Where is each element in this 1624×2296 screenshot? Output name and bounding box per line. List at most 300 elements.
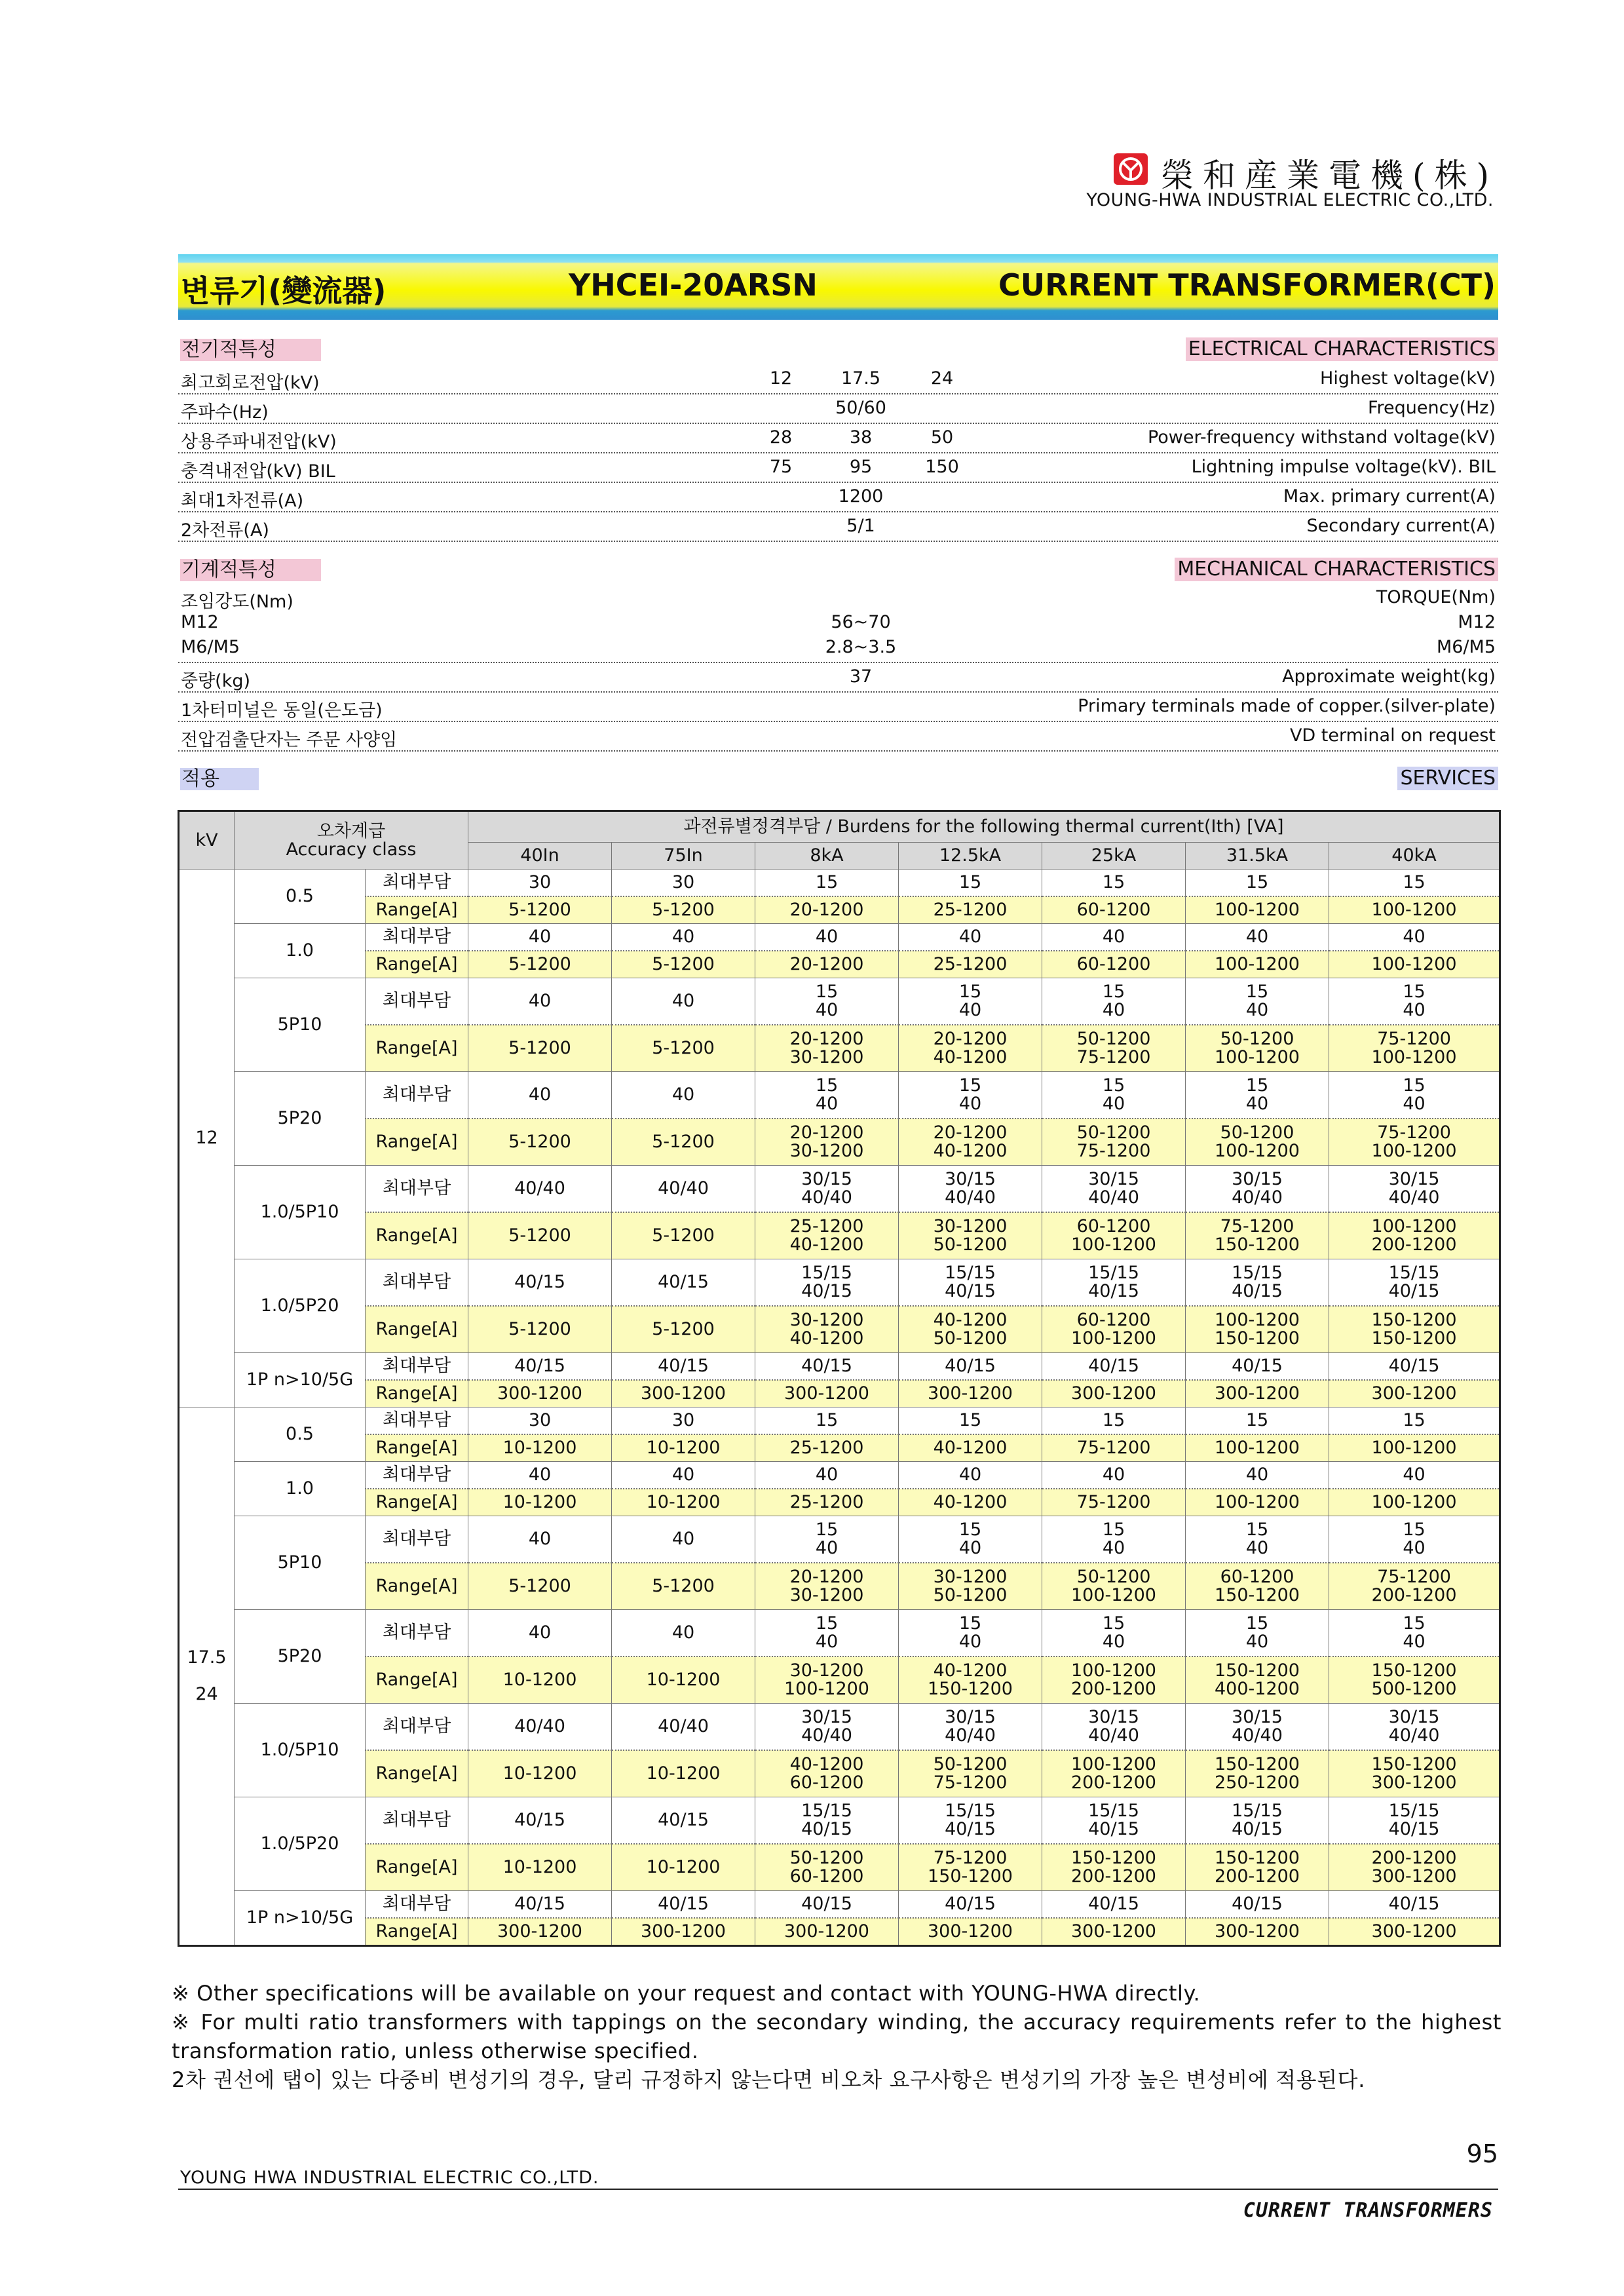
max-burden-value: 40/15 [612,1353,755,1381]
table-row [179,1750,1500,1797]
max-burden-value: 15 40 [1042,1610,1186,1657]
max-burden-label: 최대부담 [366,1072,468,1119]
max-burden-value: 15 [1329,870,1500,897]
range-value: 5-1200 [612,951,755,978]
max-burden-value: 15 40 [1042,978,1186,1025]
range-value: 75-1200 100-1200 [1329,1119,1500,1166]
electrical-heading-en: ELECTRICAL CHARACTERISTICS [1186,337,1498,361]
table-row [179,1704,1500,1751]
note-2: ※ For multi ratio transformers with tappings on the secondary winding, the accuracy requirements refer to the highest transformation ratio, unless otherwise specified. [172,2010,1501,2063]
range-value: 100-1200 [1329,951,1500,978]
max-burden-value: 30/15 40/40 [755,1166,899,1213]
max-burden-value: 40/15 [1042,1891,1186,1919]
range-value: 100-1200 200-1200 [1042,1750,1186,1797]
range-value: 75-1200 200-1200 [1329,1563,1500,1610]
range-value: 300-1200 [612,1918,755,1946]
m6-label: M6/M5 [181,637,240,657]
accuracy-class-cell: 5P20 [235,1072,366,1166]
spec-value: 95 [849,457,873,477]
max-burden-value: 40/40 [612,1166,755,1213]
max-burden-value: 30/15 40/40 [1042,1704,1186,1751]
table-row [179,1407,1500,1435]
table-row [179,1119,1500,1166]
accuracy-class-en: Accuracy class [286,839,417,860]
range-value: 40-1200 [899,1434,1042,1462]
torque-label-kr: 조임강도(Nm) [181,592,293,612]
table-row [179,1844,1500,1891]
table-row [179,1353,1500,1381]
table-row [179,1434,1500,1462]
range-value: 5-1200 [612,1212,755,1259]
range-value: 30-1200 50-1200 [899,1563,1042,1610]
range-label: Range[A] [366,1750,468,1797]
table-row [179,1891,1500,1919]
range-value: 10-1200 [468,1656,612,1704]
max-burden-value: 15 40 [1329,978,1500,1025]
spec-label-en: Secondary current(A) [1306,516,1496,536]
max-burden-value: 40 [1042,924,1186,951]
m12-label-en: M12 [1458,612,1496,632]
max-burden-label: 최대부담 [366,1704,468,1751]
max-burden-value: 40/15 [755,1353,899,1381]
services-heading-kr: 적용 [180,768,259,790]
max-burden-value: 40 [468,1610,612,1657]
accuracy-class-cell: 1P n>10/5G [235,1891,366,1946]
spec-label-kr: 충격내전압(kV) BIL [181,461,335,482]
accuracy-class-cell: 1.0/5P20 [235,1797,366,1891]
max-burden-value: 15 [1186,870,1329,897]
max-burden-value: 15 40 [1186,1610,1329,1657]
range-value: 50-1200 75-1200 [1042,1025,1186,1072]
range-value: 5-1200 [612,896,755,924]
max-burden-label: 최대부담 [366,1891,468,1919]
max-burden-value: 40/15 [1186,1353,1329,1381]
max-burden-value: 15/15 40/15 [1329,1797,1500,1845]
range-value: 25-1200 [755,1434,899,1462]
max-burden-value: 40 [612,924,755,951]
range-value: 60-1200 100-1200 [1042,1212,1186,1259]
accuracy-class-cell: 1.0/5P10 [235,1704,366,1797]
range-value: 5-1200 [468,1563,612,1610]
spec-row [178,423,1498,453]
range-value: 40-1200 50-1200 [899,1306,1042,1353]
range-value: 100-1200 200-1200 [1042,1656,1186,1704]
max-burden-value: 15 40 [1186,1072,1329,1119]
range-value: 30-1200 100-1200 [755,1656,899,1704]
spec-value: 17.5 [840,368,881,389]
range-value: 150-1200 250-1200 [1186,1750,1329,1797]
m12-value: 56~70 [831,612,891,632]
services-heading-en: SERVICES [1397,767,1498,790]
table-row [179,1656,1500,1704]
max-burden-value: 40 [755,924,899,951]
range-value: 5-1200 [468,1025,612,1072]
column-header: 75In [612,843,755,870]
max-burden-value: 30 [468,1407,612,1435]
max-burden-value: 30/15 40/40 [1186,1704,1329,1751]
range-value: 50-1200 100-1200 [1186,1025,1329,1072]
max-burden-value: 15/15 40/15 [1186,1797,1329,1845]
max-burden-value: 15 40 [1186,1516,1329,1563]
spec-label-en: Highest voltage(kV) [1320,368,1496,389]
max-burden-value: 30/15 40/40 [1329,1166,1500,1213]
column-header: 8kA [755,843,899,870]
max-burden-value: 40 [468,1516,612,1563]
max-burden-value: 15/15 40/15 [755,1259,899,1307]
range-value: 10-1200 [612,1844,755,1891]
footer-divider [178,2189,1498,2190]
weight-label-kr: 중량(kg) [181,671,251,691]
range-value: 10-1200 [612,1434,755,1462]
range-value: 50-1200 75-1200 [1042,1119,1186,1166]
range-label: Range[A] [366,1434,468,1462]
max-burden-label: 최대부담 [366,1610,468,1657]
terminal-label-en: Primary terminals made of copper.(silver-plate) [1078,696,1496,716]
burden-table [178,810,1501,1947]
max-burden-value: 15/15 40/15 [899,1259,1042,1307]
range-value: 100-1200 150-1200 [1186,1306,1329,1353]
range-value: 5-1200 [612,1119,755,1166]
max-burden-value: 30/15 40/40 [755,1704,899,1751]
max-burden-value: 40/15 [612,1259,755,1307]
range-value: 40-1200 150-1200 [899,1656,1042,1704]
spec-label-kr: 주파수(Hz) [181,402,269,423]
range-label: Range[A] [366,1656,468,1704]
accuracy-class-cell: 0.5 [235,1407,366,1462]
range-label: Range[A] [366,1844,468,1891]
kv-cell: 12 [179,870,235,1407]
terminal-label-kr: 1차터미널은 동일(은도금) [181,700,383,721]
range-value: 75-1200 [1042,1434,1186,1462]
range-value: 40-1200 60-1200 [755,1750,899,1797]
accuracy-class-cell: 1.0/5P10 [235,1166,366,1259]
mechanical-heading-en: MECHANICAL CHARACTERISTICS [1175,558,1498,581]
max-burden-value: 15 40 [1186,978,1329,1025]
table-row [179,951,1500,978]
table-row [179,1610,1500,1657]
range-value: 20-1200 40-1200 [899,1119,1042,1166]
accuracy-class-cell: 1P n>10/5G [235,1353,366,1407]
range-value: 75-1200 150-1200 [1186,1212,1329,1259]
title-en: CURRENT TRANSFORMER(CT) [998,267,1496,303]
range-value: 300-1200 [1186,1918,1329,1946]
weight-value: 37 [849,666,873,687]
range-value: 10-1200 [612,1656,755,1704]
vd-label-en: VD terminal on request [1289,725,1496,746]
range-value: 5-1200 [468,1306,612,1353]
table-row [179,1797,1500,1845]
range-value: 300-1200 [1042,1380,1186,1407]
spec-row [178,662,1498,693]
max-burden-label: 최대부담 [366,1407,468,1435]
range-value: 20-1200 30-1200 [755,1563,899,1610]
spec-label-en: Max. primary current(A) [1283,486,1496,507]
accuracy-class-cell: 1.0 [235,1462,366,1516]
m6-value: 2.8~3.5 [825,637,897,657]
max-burden-value: 15 [1042,1407,1186,1435]
spec-label-kr: 최고회로전압(kV) [181,373,320,393]
range-value: 100-1200 [1186,1489,1329,1516]
table-row [179,1259,1500,1307]
range-value: 10-1200 [468,1489,612,1516]
max-burden-value: 30/15 40/40 [1042,1166,1186,1213]
range-value: 150-1200 300-1200 [1329,1750,1500,1797]
range-value: 50-1200 100-1200 [1042,1563,1186,1610]
max-burden-value: 40 [612,978,755,1025]
range-value: 10-1200 [612,1750,755,1797]
range-value: 5-1200 [468,1119,612,1166]
spec-value: 5/1 [846,516,875,536]
range-value: 300-1200 [1329,1918,1500,1946]
max-burden-value: 40 [468,978,612,1025]
max-burden-value: 40/15 [468,1259,612,1307]
spec-label-en: Lightning impulse voltage(kV). BIL [1191,457,1496,477]
range-value: 100-1200 [1329,1489,1500,1516]
max-burden-value: 40 [612,1610,755,1657]
max-burden-value: 40/15 [468,1797,612,1845]
range-value: 30-1200 50-1200 [899,1212,1042,1259]
spec-value: 38 [849,427,873,448]
max-burden-value: 40/15 [899,1891,1042,1919]
footer-section: CURRENT TRANSFORMERS [1243,2199,1493,2222]
max-burden-value: 15/15 40/15 [1329,1259,1500,1307]
max-burden-label: 최대부담 [366,1259,468,1307]
range-value: 60-1200 [1042,896,1186,924]
max-burden-value: 40/15 [899,1353,1042,1381]
range-value: 300-1200 [468,1380,612,1407]
range-value: 25-1200 [899,896,1042,924]
range-value: 25-1200 [755,1489,899,1516]
max-burden-value: 40/15 [1329,1891,1500,1919]
accuracy-class-header [235,811,468,870]
range-value: 40-1200 [899,1489,1042,1516]
column-header: 31.5kA [1186,843,1329,870]
range-value: 100-1200 [1186,951,1329,978]
max-burden-value: 40/15 [1042,1353,1186,1381]
weight-label-en: Approximate weight(kg) [1282,666,1496,687]
max-burden-value: 15 40 [755,1610,899,1657]
range-value: 300-1200 [899,1380,1042,1407]
max-burden-value: 30 [612,870,755,897]
range-value: 5-1200 [612,1025,755,1072]
table-row [179,1166,1500,1213]
title-kr: 변류기(變流器) [181,273,387,309]
table-row [179,1563,1500,1610]
range-value: 300-1200 [468,1918,612,1946]
m6-label-en: M6/M5 [1436,637,1496,657]
range-value: 5-1200 [468,951,612,978]
accuracy-class-cell: 1.0/5P20 [235,1259,366,1353]
max-burden-value: 15 40 [899,1072,1042,1119]
range-label: Range[A] [366,951,468,978]
electrical-heading-kr: 전기적특성 [180,339,321,361]
kv-cell: 17.5 24 [179,1407,235,1946]
table-row [179,1380,1500,1407]
range-value: 75-1200 [1042,1489,1186,1516]
spec-value: 150 [925,457,959,477]
max-burden-value: 15/15 40/15 [1042,1259,1186,1307]
spec-label-kr: 상용주파내전압(kV) [181,432,337,452]
table-row [179,978,1500,1025]
range-value: 60-1200 [1042,951,1186,978]
range-value: 20-1200 30-1200 [755,1025,899,1072]
accuracy-class-kr: 오차계급 [316,820,386,841]
range-value: 20-1200 40-1200 [899,1025,1042,1072]
table-row [179,1462,1500,1489]
max-burden-label: 최대부담 [366,1462,468,1489]
max-burden-value: 40 [1042,1462,1186,1489]
range-value: 100-1200 [1186,1434,1329,1462]
max-burden-value: 40 [468,924,612,951]
max-burden-value: 15 [1329,1407,1500,1435]
spec-label-kr: 2차전류(A) [181,520,269,541]
range-value: 150-1200 200-1200 [1042,1844,1186,1891]
range-value: 300-1200 [1329,1380,1500,1407]
m12-label: M12 [181,612,219,632]
max-burden-value: 15/15 40/15 [899,1797,1042,1845]
max-burden-value: 40/15 [612,1797,755,1845]
range-value: 100-1200 [1186,896,1329,924]
max-burden-value: 40/15 [1329,1353,1500,1381]
max-burden-value: 15 [899,870,1042,897]
max-burden-label: 최대부담 [366,1516,468,1563]
range-value: 30-1200 40-1200 [755,1306,899,1353]
range-value: 200-1200 300-1200 [1329,1844,1500,1891]
range-value: 5-1200 [468,1212,612,1259]
vd-label-kr: 전압검출단자는 주문 사양임 [181,730,398,750]
accuracy-class-cell: 5P20 [235,1610,366,1704]
max-burden-value: 40 [1186,1462,1329,1489]
max-burden-value: 15 40 [755,1072,899,1119]
max-burden-value: 15 [755,1407,899,1435]
max-burden-value: 40/15 [468,1891,612,1919]
max-burden-value: 15 40 [1329,1610,1500,1657]
max-burden-value: 15 [1186,1407,1329,1435]
max-burden-value: 15/15 40/15 [1186,1259,1329,1307]
range-value: 60-1200 100-1200 [1042,1306,1186,1353]
page-number: 95 [1466,2139,1498,2168]
spec-value: 28 [769,427,793,448]
range-label: Range[A] [366,1380,468,1407]
mechanical-heading-kr: 기계적특성 [180,559,321,581]
spec-row [178,608,1498,633]
range-value: 150-1200 200-1200 [1186,1844,1329,1891]
max-burden-value: 15/15 40/15 [755,1797,899,1845]
max-burden-value: 40/15 [612,1891,755,1919]
max-burden-value: 15 40 [1329,1072,1500,1119]
table-row [179,1212,1500,1259]
spec-value: 50/60 [835,398,886,418]
accuracy-class-cell: 1.0 [235,924,366,978]
max-burden-value: 30 [612,1407,755,1435]
max-burden-value: 40/15 [1186,1891,1329,1919]
max-burden-value: 15 [755,870,899,897]
spec-label-kr: 최대1차전류(A) [181,491,304,511]
title-band [178,254,1498,320]
range-value: 25-1200 [899,951,1042,978]
range-value: 20-1200 [755,896,899,924]
max-burden-label: 최대부담 [366,924,468,951]
max-burden-value: 40/40 [468,1166,612,1213]
max-burden-value: 40 [612,1072,755,1119]
spec-row [178,633,1498,663]
range-value: 5-1200 [468,896,612,924]
notes [172,1979,1501,2094]
company-name-kr: 榮和産業電機(株) [1161,157,1499,195]
spec-row [178,583,1498,612]
range-value: 50-1200 100-1200 [1186,1119,1329,1166]
range-label: Range[A] [366,1918,468,1946]
range-value: 100-1200 200-1200 [1329,1212,1500,1259]
footer-company: YOUNG HWA INDUSTRIAL ELECTRIC CO.,LTD. [180,2168,599,2188]
max-burden-value: 40/15 [468,1353,612,1381]
range-value: 5-1200 [612,1306,755,1353]
spec-row [178,394,1498,424]
range-value: 10-1200 [468,1434,612,1462]
max-burden-value: 15 [1042,870,1186,897]
table-row [179,1025,1500,1072]
max-burden-value: 30/15 40/40 [899,1704,1042,1751]
accuracy-class-cell: 5P10 [235,978,366,1072]
range-value: 20-1200 [755,951,899,978]
range-label: Range[A] [366,896,468,924]
table-row [179,870,1500,897]
max-burden-label: 최대부담 [366,1353,468,1381]
spec-value: 1200 [838,486,884,507]
range-label: Range[A] [366,1563,468,1610]
kv-header: kV [179,811,235,870]
max-burden-value: 15 40 [1042,1516,1186,1563]
young-hwa-logo-icon [1114,153,1148,185]
range-value: 10-1200 [468,1844,612,1891]
range-value: 60-1200 150-1200 [1186,1563,1329,1610]
spec-row [178,482,1498,512]
max-burden-label: 최대부담 [366,1166,468,1213]
range-value: 300-1200 [899,1918,1042,1946]
table-row [179,1516,1500,1563]
burden-header: 과전류별정격부담 / Burdens for the following thermal current(Ith) [VA] [468,811,1500,843]
spec-value: 12 [769,368,793,389]
max-burden-value: 40 [612,1462,755,1489]
max-burden-label: 최대부담 [366,870,468,897]
range-value: 150-1200 500-1200 [1329,1656,1500,1704]
max-burden-value: 15 40 [899,1610,1042,1657]
table-row [179,924,1500,951]
max-burden-value: 40 [612,1516,755,1563]
max-burden-value: 15 [899,1407,1042,1435]
spec-label-en: Frequency(Hz) [1367,398,1496,418]
note-1: ※ Other specifications will be available on your request and contact with YOUNG-HWA directly. [172,1981,1201,2006]
max-burden-value: 30/15 40/40 [899,1166,1042,1213]
column-header: 25kA [1042,843,1186,870]
range-value: 75-1200 100-1200 [1329,1025,1500,1072]
range-value: 100-1200 [1329,1434,1500,1462]
spec-row [178,364,1498,394]
range-value: 300-1200 [612,1380,755,1407]
range-value: 150-1200 400-1200 [1186,1656,1329,1704]
range-value: 150-1200 150-1200 [1329,1306,1500,1353]
column-header: 40In [468,843,612,870]
range-value: 10-1200 [468,1750,612,1797]
range-value: 300-1200 [755,1918,899,1946]
range-label: Range[A] [366,1025,468,1072]
range-label: Range[A] [366,1306,468,1353]
spec-row [178,721,1498,752]
max-burden-value: 15 40 [755,1516,899,1563]
max-burden-value: 15 40 [899,978,1042,1025]
table-row [179,1918,1500,1946]
max-burden-label: 최대부담 [366,978,468,1025]
